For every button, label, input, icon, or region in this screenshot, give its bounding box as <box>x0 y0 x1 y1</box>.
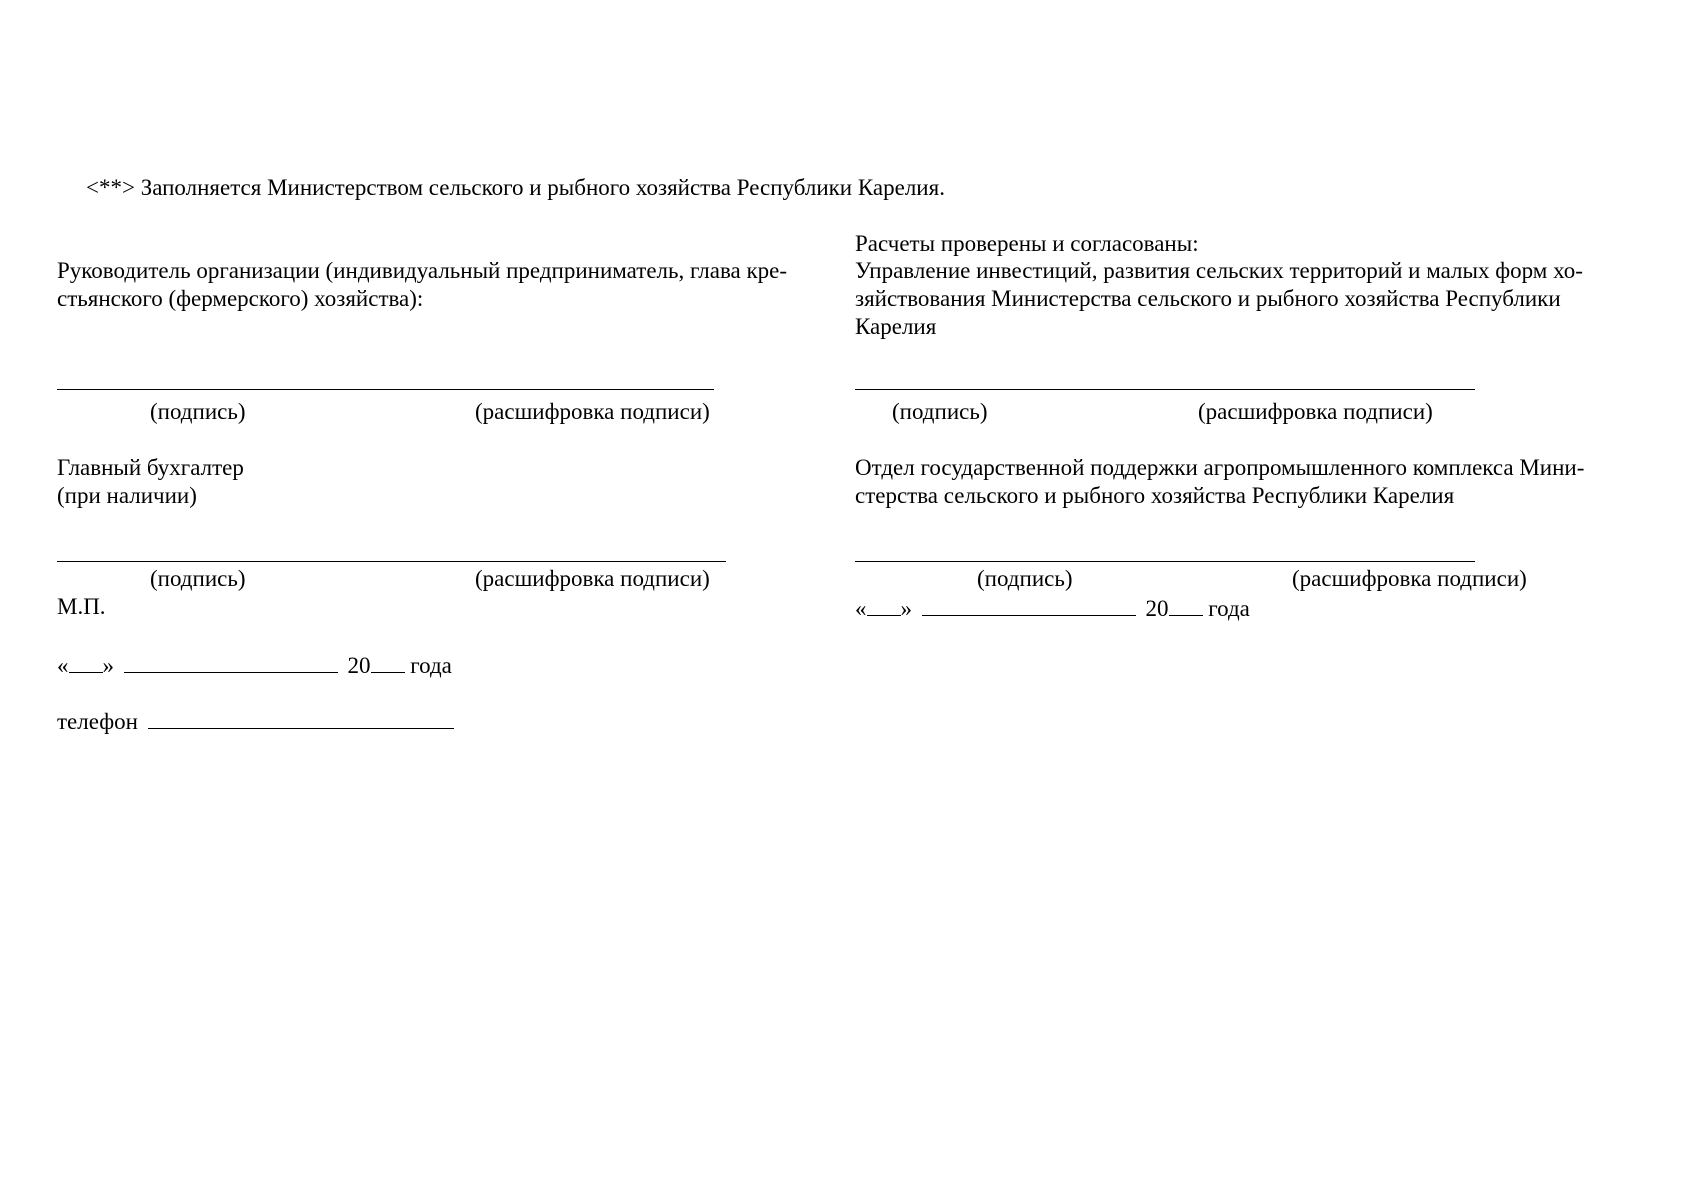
date-year-prefix: 20 <box>1145 596 1169 621</box>
date-year-field[interactable] <box>371 650 405 673</box>
head-signature-label: (подпись) <box>150 399 246 424</box>
date-suffix: года <box>1208 596 1250 621</box>
head-signature-line[interactable] <box>57 389 714 390</box>
date-close-quote: » <box>102 653 114 678</box>
date-year-field[interactable] <box>1169 593 1203 616</box>
date-day-field[interactable] <box>867 593 901 616</box>
right-date-line <box>855 593 1250 623</box>
accountant-decode-label: (расшифровка подписи) <box>475 566 710 591</box>
accountant-title-line1: Главный бухгалтер <box>57 455 244 480</box>
accountant-signature-line[interactable] <box>57 561 726 562</box>
dept2-title-line1: Отдел государственной поддержки агропромышленного комплекса Мини- <box>855 455 1585 480</box>
dept1-signature-line[interactable] <box>855 389 1475 390</box>
head-decode-label: (расшифровка подписи) <box>475 399 710 424</box>
date-day-field[interactable] <box>69 650 103 673</box>
dept2-signature-line[interactable] <box>855 561 1475 562</box>
date-year-prefix: 20 <box>347 653 371 678</box>
phone-line <box>57 706 458 736</box>
accountant-title-line2: (при наличии) <box>57 483 197 508</box>
date-close-quote: » <box>900 596 912 621</box>
dept2-signature-label: (подпись) <box>977 566 1073 591</box>
date-suffix: года <box>410 653 452 678</box>
date-month-field[interactable] <box>124 650 338 673</box>
checked-title: Расчеты проверены и согласованы: <box>855 231 1199 256</box>
head-title-line1: Руководитель организации (индивидуальный предприниматель, глава кре- <box>57 258 788 283</box>
dept1-decode-label: (расшифровка подписи) <box>1198 399 1433 424</box>
date-month-field[interactable] <box>922 593 1136 616</box>
left-date-line <box>57 650 452 680</box>
dept1-title-line3: Карелия <box>855 314 937 339</box>
phone-label: телефон <box>57 709 138 734</box>
dept2-title-line2: стерства сельского и рыбного хозяйства Республики Карелия <box>855 483 1455 508</box>
phone-field[interactable] <box>148 706 454 729</box>
dept1-title-line2: зяйствования Министерства сельского и рыбного хозяйства Республики <box>855 286 1561 311</box>
stamp-label: М.П. <box>57 594 106 619</box>
head-title-line2: стьянского (фермерского) хозяйства): <box>57 286 424 311</box>
dept2-decode-label: (расшифровка подписи) <box>1292 566 1527 591</box>
dept1-title-line1: Управление инвестиций, развития сельских территорий и малых форм хо- <box>855 258 1583 283</box>
date-open-quote: « <box>855 596 867 621</box>
accountant-signature-label: (подпись) <box>150 566 246 591</box>
dept1-signature-label: (подпись) <box>892 399 988 424</box>
date-open-quote: « <box>57 653 69 678</box>
footnote-text: <**> Заполняется Министерством сельского и рыбного хозяйства Республики Карелия. <box>86 175 945 200</box>
